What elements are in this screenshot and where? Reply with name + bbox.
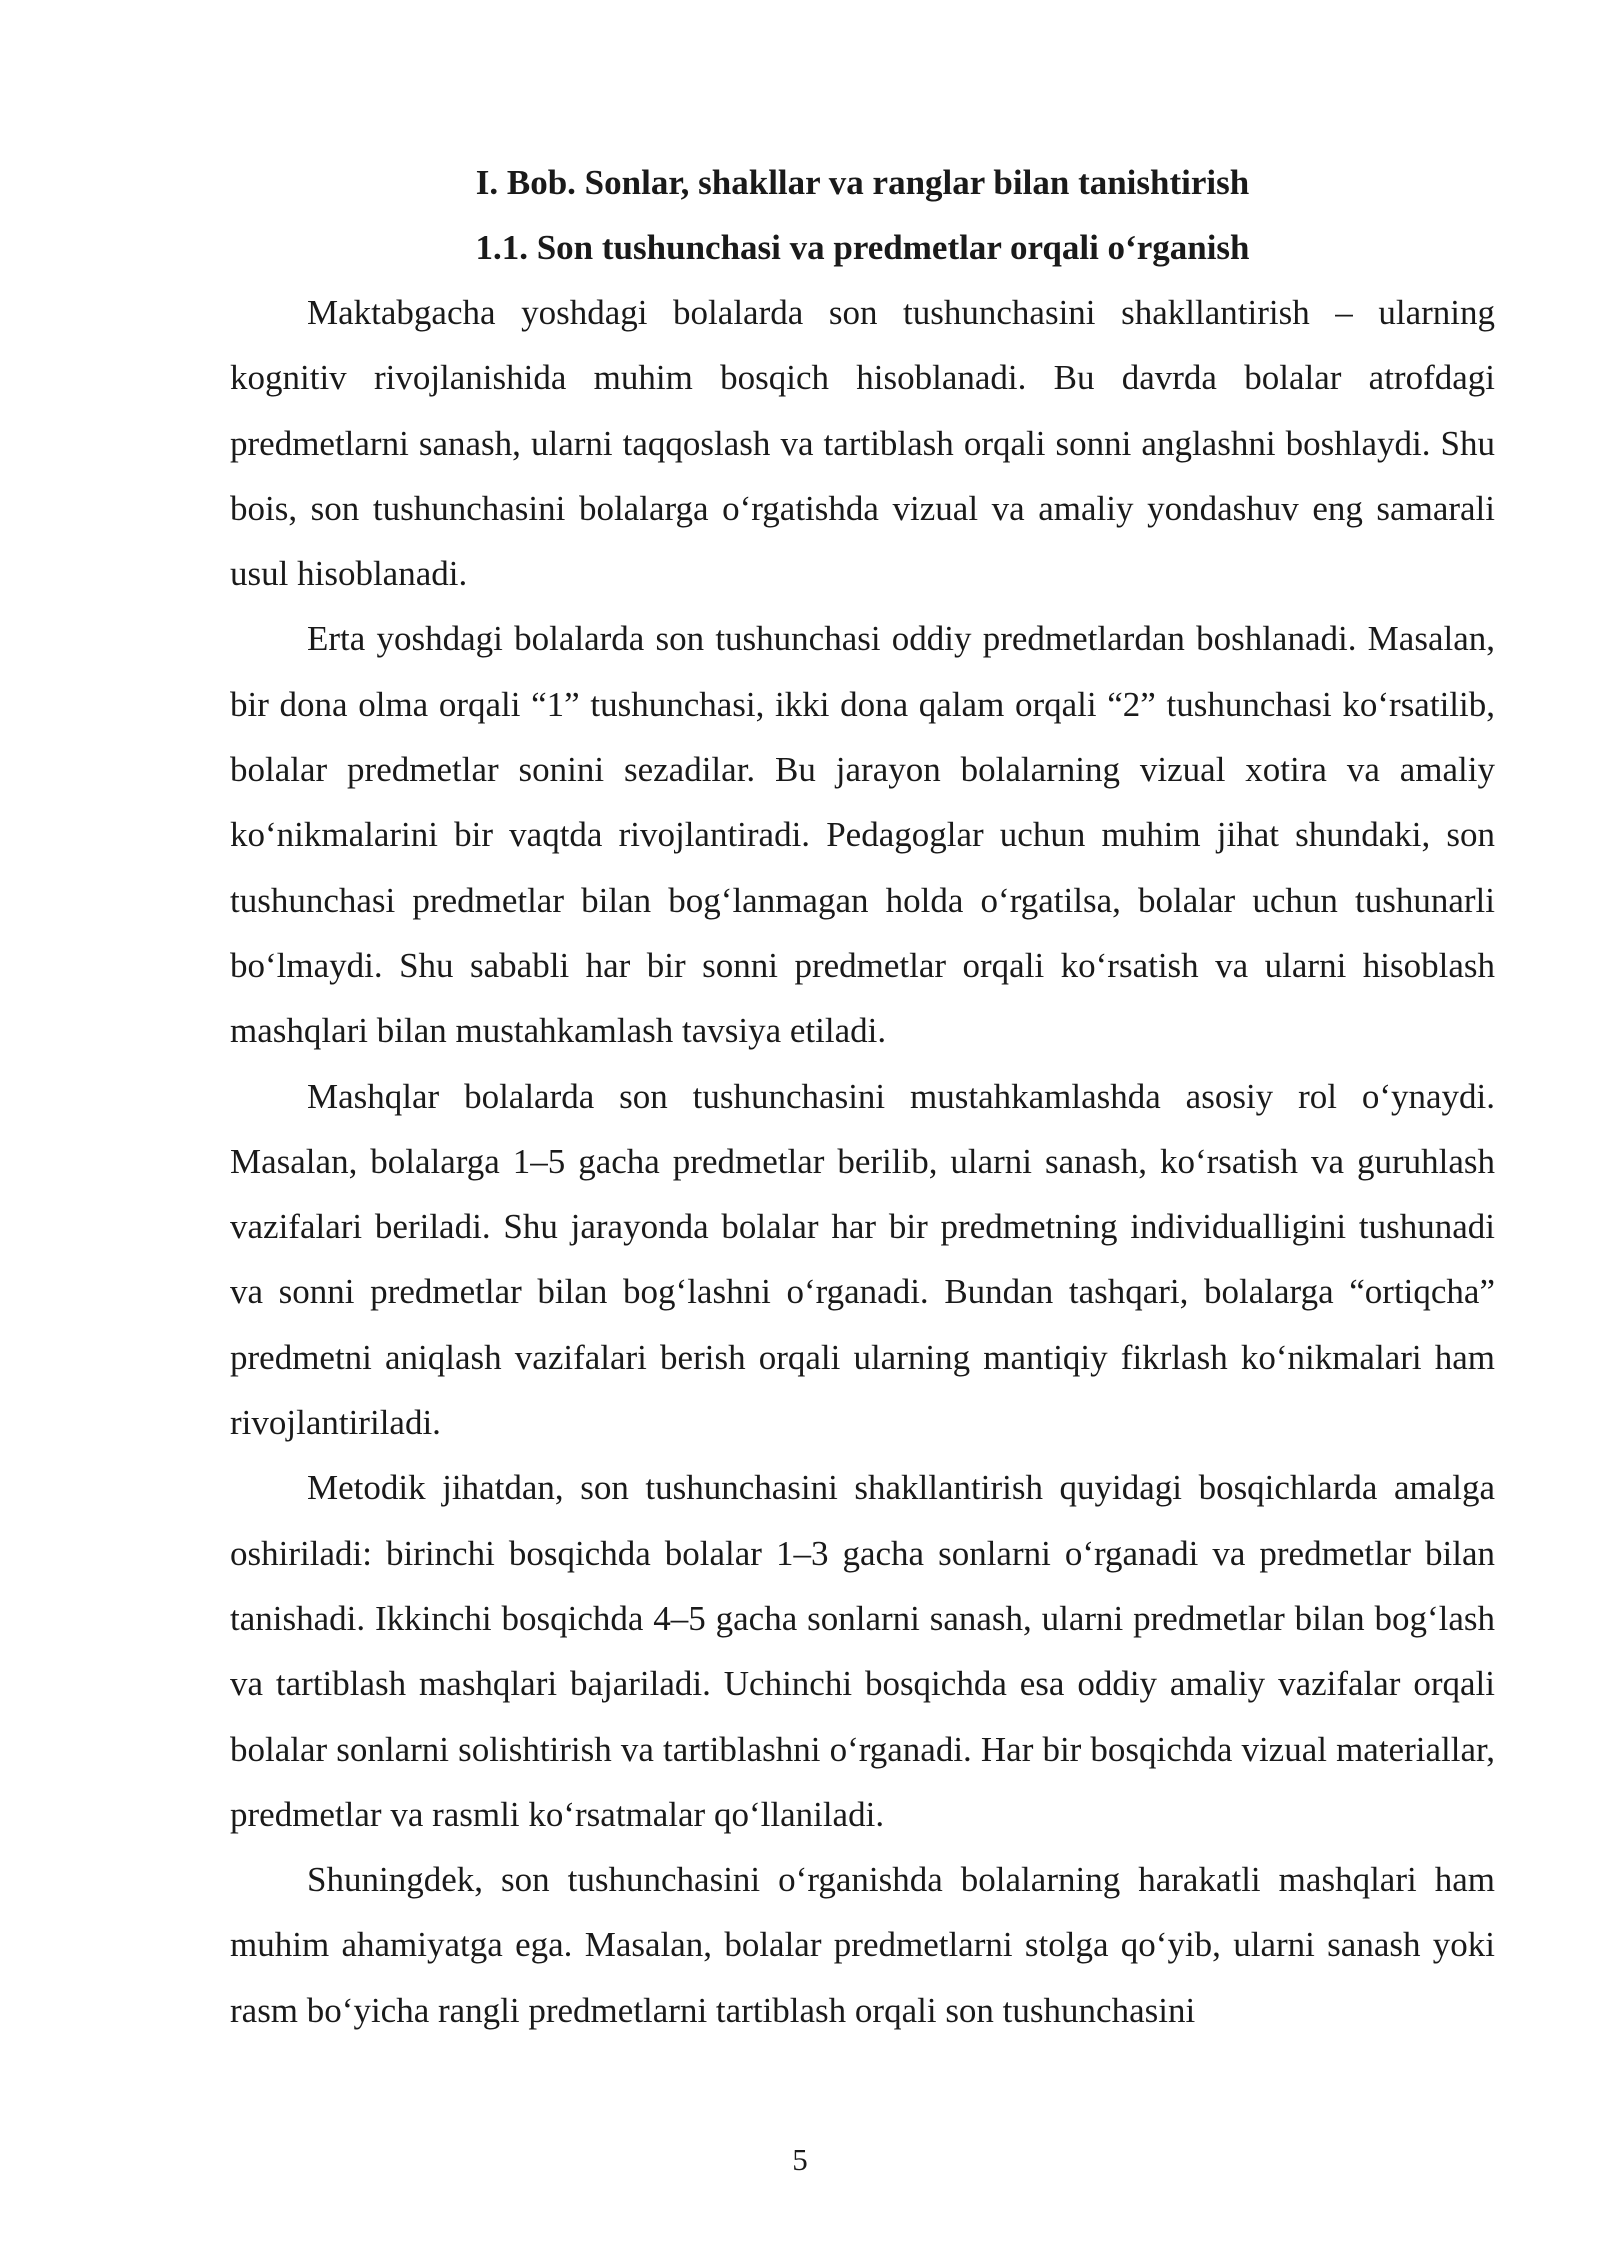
paragraph: Mashqlar bolalarda son tushunchasini mustahkamlashda asosiy rol o‘ynaydi. Masalan, bolalarga 1–5 gacha predmetlar berilib, ularni sanash, ko‘rsatish va guruhlash vazifalari beriladi. Shu jarayonda bolalar har bir predmetning individualligini tushunadi va sonni predmetlar bilan bog‘lashni o‘rganadi. Bundan tashqari, bolalarga “ortiqcha” predmetni aniqlash vazifalari berish orqali ularning mantiqiy fikrlash ko‘nikmalari ham rivojlantiriladi. [230,1076,1495,1443]
section-title: 1.1. Son tushunchasi va predmetlar orqali o‘rganish [475,228,1250,267]
paragraph: Maktabgacha yoshdagi bolalarda son tushunchasini shakllantirish – ularning kognitiv rivojlanishida muhim bosqich hisoblanadi. Bu davrda bolalar atrofdagi predmetlarni sanash, ularni taqqoslash va tartiblash orqali sonni anglashni boshlaydi. Shu bois, son tushunchasini bolalarga o‘rgatishda vizual va amaliy yondashuv eng samarali usul hisoblanadi. [230,293,1495,594]
paragraph: Erta yoshdagi bolalarda son tushunchasi oddiy predmetlardan boshlanadi. Masalan, bir dona olma orqali “1” tushunchasi, ikki dona qalam orqali “2” tushunchasi ko‘rsatilib, bolalar predmetlar sonini sezadilar. Bu jarayon bolalarning vizual xotira va amaliy ko‘nikmalarini bir vaqtda rivojlantiradi. Pedagoglar uchun muhim jihat shundaki, son tushunchasi predmetlar bilan bog‘lanmagan holda o‘rgatilsa, bolalar uchun tushunarli bo‘lmaydi. Shu sababli har bir sonni predmetlar orqali ko‘rsatish va ularni hisoblash mashqlari bilan mustahkamlash tavsiya etiladi. [230,619,1495,1051]
page-content [230,150,1495,2043]
chapter-title: I. Bob. Sonlar, shakllar va ranglar bilan tanishtirish [475,163,1250,202]
paragraph: Shuningdek, son tushunchasini o‘rganishda bolalarning harakatli mashqlari ham muhim ahamiyatga ega. Masalan, bolalar predmetlarni stolga qo‘yib, ularni sanash yoki rasm bo‘yicha rangli predmetlarni tartiblash orqali son tushunchasini [230,1860,1495,2030]
paragraph: Metodik jihatdan, son tushunchasini shakllantirish quyidagi bosqichlarda amalga oshiriladi: birinchi bosqichda bolalar 1–3 gacha sonlarni o‘rganadi va predmetlar bilan tanishadi. Ikkinchi bosqichda 4–5 gacha sonlarni sanash, ularni predmetlar bilan bog‘lash va tartiblash mashqlari bajariladi. Uchinchi bosqichda esa oddiy amaliy vazifalar orqali bolalar sonlarni solishtirish va tartiblashni o‘rganadi. Har bir bosqichda vizual materiallar, predmetlar va rasmli ko‘rsatmalar qo‘llaniladi. [230,1468,1495,1834]
page-number: 5 [792,2142,808,2177]
